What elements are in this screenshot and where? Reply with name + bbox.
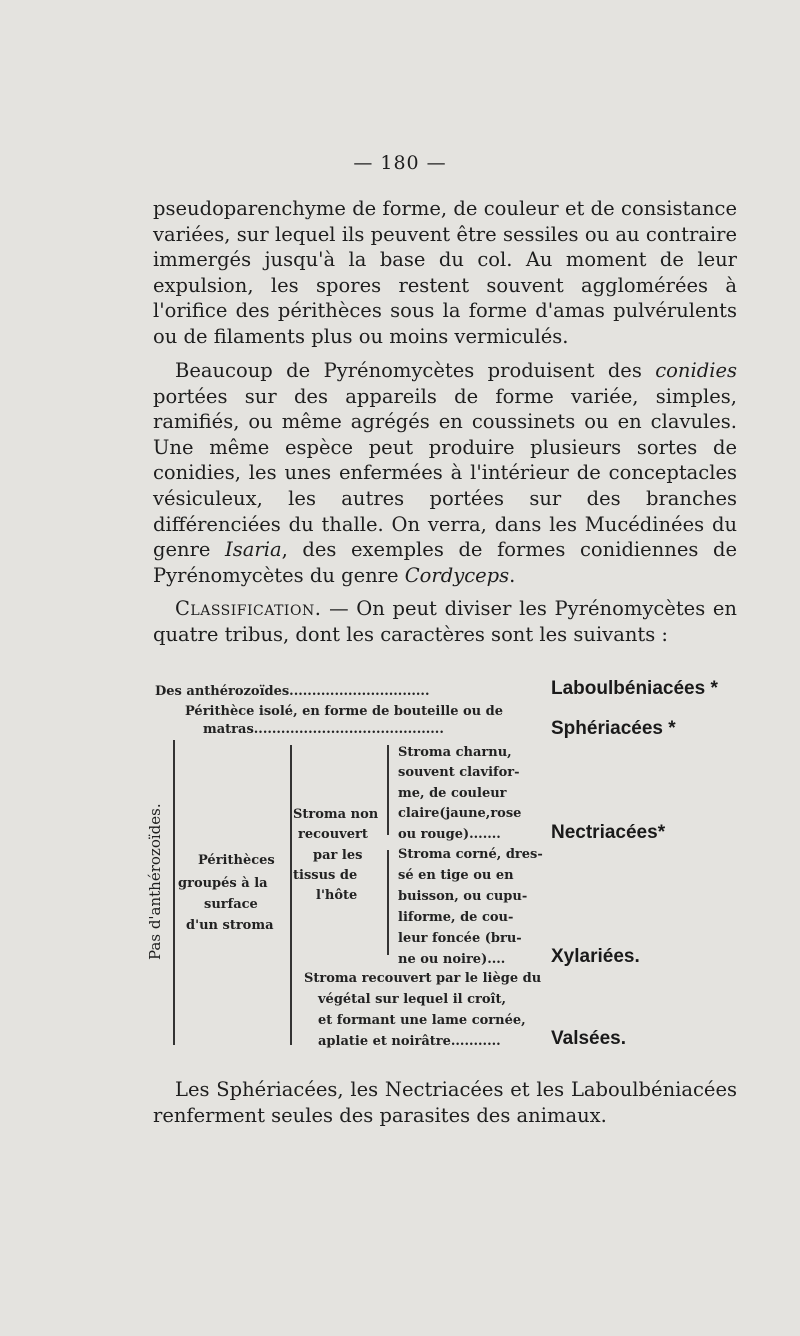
term-conidies: conidies (655, 359, 737, 382)
paragraph-conidies: Beaucoup de Pyrénomycètes produisent des conidies portées sur des appareils de forme variée, simples, ramifiés, ou même agrégés en coussinets ou en clavules. Une même espèce peut produire plusieurs sortes de conidies, les unes enfermées à l'intérieur de conceptacles vésiculeux, les autres portées sur des branches différenciées du thalle. On verra, dans les Mucédinées du genre Isaria, des exemples de formes conidiennes de Pyrénomycètes du genre Cordyceps. (153, 359, 737, 587)
page-number: — 180 — (353, 152, 447, 174)
family-laboulbeniacees: Laboulbéniacées * (551, 678, 718, 699)
paragraph-spores: pseudoparenchyme de forme, de couleur et de consistance variées, sur lequel ils peuvent être sessiles ou au contraire immergés jusqu'à la base du col. Au moment de leur expulsion, les spores restent souvent agglomérées à l'orifice des périthèces sous la forme d'amas pulvérulents ou de filaments plus ou moins vermiculés. (153, 197, 737, 348)
key-row-perithece-isole: Périthèce isolé, en forme de bouteille ou de (185, 704, 504, 719)
brace-main (173, 740, 175, 1045)
vertical-label-pas-antherozoides: Pas d'anthérozoïdes. (146, 803, 164, 960)
family-xylariees: Xylariées. (551, 946, 640, 967)
family-nectriacees: Nectriacées* (551, 822, 666, 843)
key-row-antherozoides: Des anthérozoïdes............................... (155, 684, 430, 699)
brace-stroma (290, 745, 292, 1045)
paragraph-parasites: Les Sphériacées, les Nectriacées et les Laboulbéniacées renferment seules des parasites des animaux. (153, 1078, 737, 1127)
classification-key: Des anthérozoïdes............................... Laboulbéniacées * Périthèce isolé, en forme de bouteille ou de matras.......................................... Sphériacées * Pas d'anthérozoïdes. Périthèces groupés à la surface d'un stroma Stroma non recouvert par les tissus de l'hôte Stroma charnu, souvent clavifor- me, de couleur claire(jaune,rose ou rouge)....... Nectriacées* Stroma corné, dres- sé en tige ou en buisson, ou cupu- liforme, de cou- leur foncée (bru- ne ou noire).... Xylariées. Stroma recouvert par le liège du végétal sur lequel il croît, et formant une lame cornée, aplatie et noirâtre........... Valsées. (146, 678, 718, 1049)
brace-corne (387, 850, 389, 955)
family-spheriacees: Sphériacées * (551, 718, 676, 739)
paragraph-classification: Classification. — On peut diviser les Pyrénomycètes en quatre tribus, dont les caractères sont les suivants : (153, 597, 737, 646)
family-valsees: Valsées. (551, 1028, 627, 1049)
brace-charnu (387, 745, 389, 835)
key-row-matras: matras.......................................... (203, 722, 444, 737)
term-cordyceps: Cordyceps (404, 563, 510, 587)
term-isaria: Isaria (225, 538, 282, 562)
classification-heading: Classification. (175, 597, 322, 620)
